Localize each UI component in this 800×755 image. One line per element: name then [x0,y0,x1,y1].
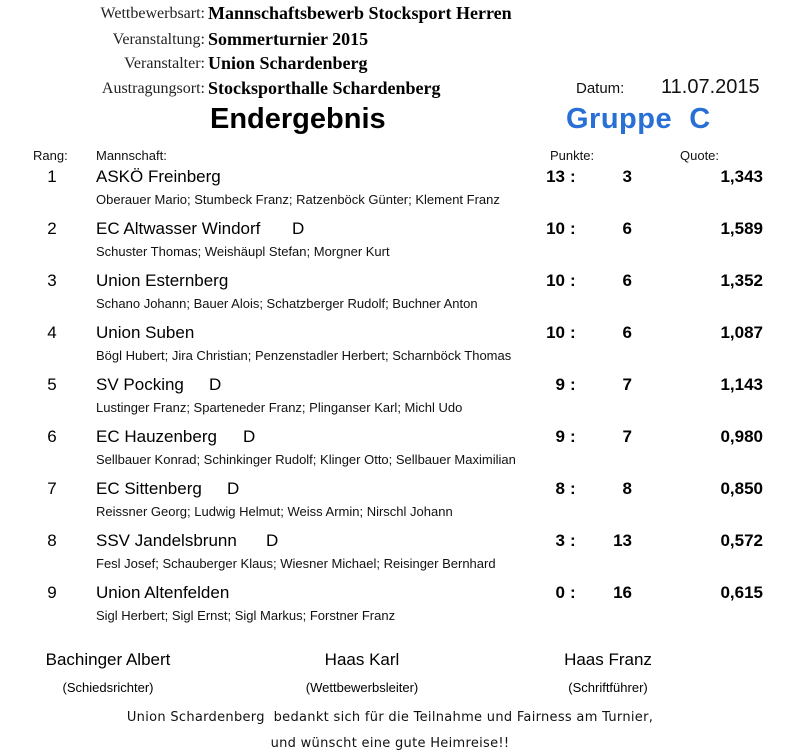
points-for: 9 [555,427,565,446]
table-row [0,531,800,583]
team-suffix: D [227,479,240,498]
points-against: 6 [622,271,632,290]
team-name: EC Altwasser Windorf [96,219,261,238]
points-against: 8 [622,479,632,498]
points-for: 10 [546,219,565,238]
column-header-points: Punkte: [550,148,595,163]
date-value: 11.07.2015 [661,76,760,98]
rank-cell: 5 [47,375,57,394]
team-name: Union Altenfelden [96,583,230,602]
rank-cell: 4 [47,323,57,342]
official-role-secretary: (Schriftführer) [568,680,648,695]
team-name: Union Esternberg [96,271,229,290]
rank-cell: 1 [47,167,57,186]
rank-cell: 9 [47,583,57,602]
team-players: Bögl Hubert; Jira Christian; Penzenstadler Herbert; Scharnböck Thomas [96,348,512,363]
team-players: Reissner Georg; Ludwig Helmut; Weiss Armin; Nirschl Johann [96,504,453,519]
points-against: 7 [622,427,632,446]
quote-value: 1,589 [720,219,763,238]
team-players: Sigl Herbert; Sigl Ernst; Sigl Markus; Forstner Franz [96,608,396,623]
points-for: 3 [555,531,565,550]
quote-value: 1,143 [720,375,763,394]
points-for: 0 [555,583,565,602]
points-against: 6 [622,219,632,238]
points-against: 3 [622,167,632,186]
rank-cell: 6 [47,427,57,446]
table-row [0,167,800,219]
points-separator: : [570,531,576,550]
meta-label-veranstalter: Veranstalter: [124,55,205,72]
points-separator: : [570,427,576,446]
team-suffix: D [243,427,256,446]
points-for: 9 [555,375,565,394]
official-name-secretary: Haas Franz [564,650,652,669]
team-players: Schuster Thomas; Weishäupl Stefan; Morgner Kurt [96,244,390,259]
team-name: SV Pocking [96,375,184,394]
quote-value: 0,572 [720,531,763,550]
meta-value-wettbewerbsart: Mannschaftsbewerb Stocksport Herren [208,3,512,23]
table-row [0,271,800,323]
quote-value: 0,980 [720,427,763,446]
page-title: Endergebnis [210,103,386,135]
rank-cell: 7 [47,479,57,498]
points-for: 10 [546,323,565,342]
table-row [0,427,800,479]
team-name: SSV Jandelsbrunn [96,531,237,550]
points-against: 7 [622,375,632,394]
points-separator: : [570,583,576,602]
points-for: 8 [555,479,565,498]
column-header-quote: Quote: [680,148,720,163]
points-against: 6 [622,323,632,342]
team-players: Fesl Josef; Schauberger Klaus; Wiesner Michael; Reisinger Bernhard [96,556,496,571]
table-row [0,219,800,271]
table-row [0,479,800,531]
date-label: Datum: [576,80,625,97]
team-name: Union Suben [96,323,195,342]
team-suffix: D [209,375,222,394]
quote-value: 1,087 [720,323,763,342]
rank-cell: 2 [47,219,57,238]
footer-thanks-line2: und wünscht eine gute Heimreise!! [270,736,510,751]
table-row [0,583,800,635]
quote-value: 0,850 [720,479,763,498]
meta-label-wettbewerbsart: Wettbewerbsart: [100,5,205,22]
official-role-referee: (Schiedsrichter) [62,680,154,695]
team-name: EC Hauzenberg [96,427,217,446]
column-header-rank: Rang: [33,148,68,163]
points-separator: : [570,271,576,290]
points-separator: : [570,375,576,394]
team-players: Oberauer Mario; Stumbeck Franz; Ratzenböck Günter; Klement Franz [96,192,500,207]
points-separator: : [570,167,576,186]
meta-label-austragungsort: Austragungsort: [101,80,205,97]
team-players: Lustinger Franz; Sparteneder Franz; Plinganser Karl; Michl Udo [96,400,463,415]
team-suffix: D [292,219,305,238]
points-separator: : [570,323,576,342]
team-name: EC Sittenberg [96,479,202,498]
meta-label-veranstaltung: Veranstaltung: [112,31,205,48]
quote-value: 0,615 [720,583,763,602]
team-players: Sellbauer Konrad; Schinkinger Rudolf; Klinger Otto; Sellbauer Maximilian [96,452,516,467]
points-separator: : [570,479,576,498]
group-label: Gruppe C [566,103,711,135]
meta-value-veranstaltung: Sommerturnier 2015 [208,29,369,49]
official-name-competition-leader: Haas Karl [324,650,400,669]
meta-value-austragungsort: Stocksporthalle Schardenberg [208,78,441,98]
team-suffix: D [266,531,279,550]
footer-thanks-line1: Union Schardenberg bedankt sich für die Teilnahme und Fairness am Turnier, [126,710,654,725]
quote-value: 1,352 [720,271,763,290]
table-row [0,323,800,375]
column-header-team: Mannschaft: [96,148,167,163]
points-against: 13 [613,531,632,550]
points-against: 16 [613,583,632,602]
official-role-competition-leader: (Wettbewerbsleiter) [305,680,419,695]
points-separator: : [570,219,576,238]
official-name-referee: Bachinger Albert [45,650,171,669]
quote-value: 1,343 [720,167,763,186]
points-for: 13 [546,167,565,186]
rank-cell: 8 [47,531,57,550]
rank-cell: 3 [47,271,57,290]
team-players: Schano Johann; Bauer Alois; Schatzberger Rudolf; Buchner Anton [96,296,478,311]
meta-value-veranstalter: Union Schardenberg [208,53,368,73]
points-for: 10 [546,271,565,290]
team-name: ASKÖ Freinberg [96,167,221,186]
table-row [0,375,800,427]
